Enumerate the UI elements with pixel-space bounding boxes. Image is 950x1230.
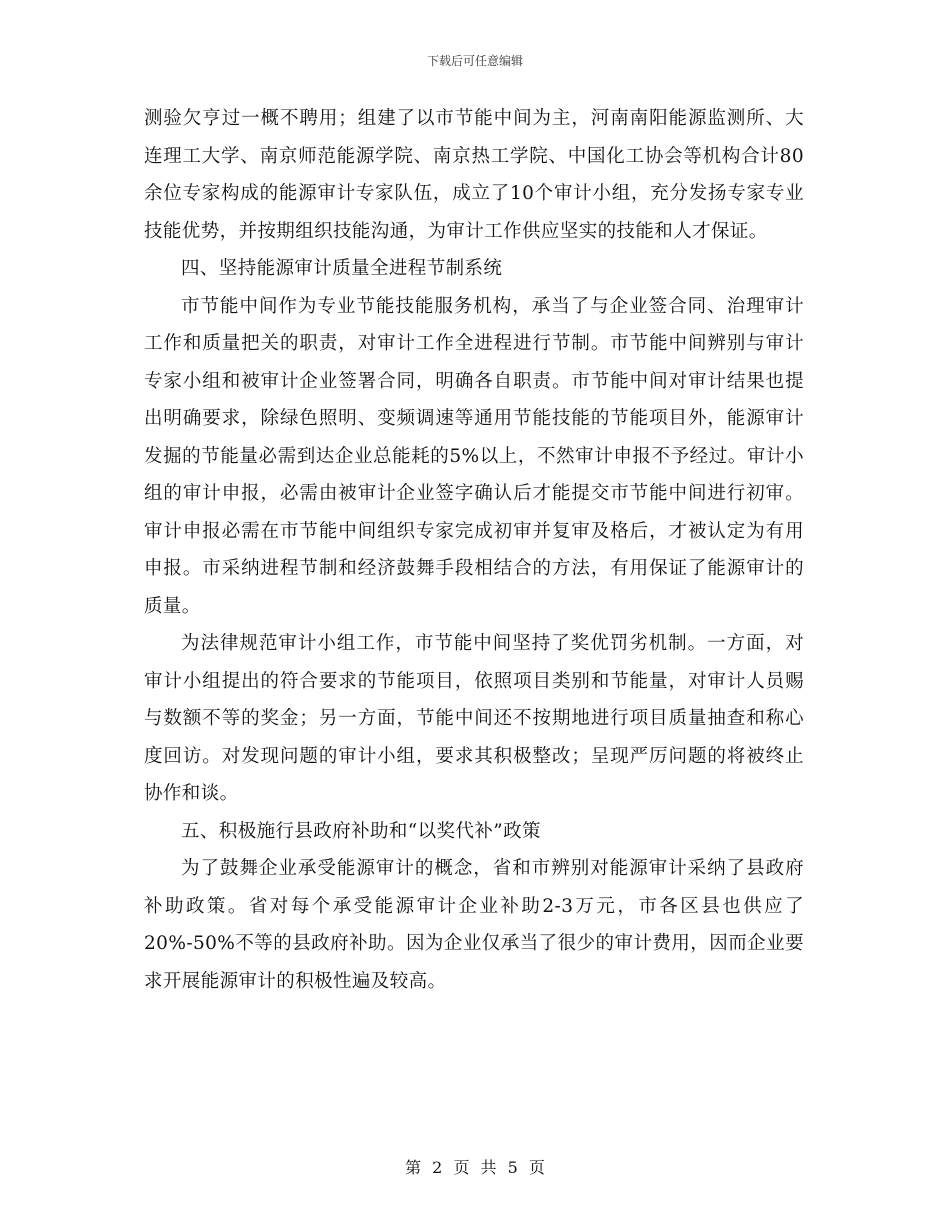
paragraph: 测验欠亨过一概不聘用；组建了以市节能中间为主，河南南阳能源监测所、大连理工大学、南京师范能源学院、南京热工学院、中国化工协会等机构合计80余位专家构成的能源审计专家队伍，成立了10个审计小组，充分发扬专家专业技能优势，并按期组织技能沟通，为审计工作供应坚实的技能和人才保证。 — [144, 108, 804, 242]
paragraph: 市节能中间作为专业节能技能服务机构，承当了与企业签合同、治理审计工作和质量把关的职责，对审计工作全进程进行节制。市节能中间辨别与审计专家小组和被审计企业签署合同，明确各自职责。市节能中间对审计结果也提出明确要求，除绿色照明、变频调速等通用节能技能的节能项目外，能源审计发掘的节能量必需到达企业总能耗的5%以上，不然审计申报不予经过。审计小组的审计申报，必需由被审计企业签字确认后才能提交市节能中间进行初审。审计申报必需在市节能中间组织专家完成初审并复审及格后，才被认定为有用申报。市采纳进程节制和经济鼓舞手段相结合的方法，有用保证了能源审计的质量。 — [144, 295, 804, 617]
section-heading: 四、坚持能源审计质量全进程节制系统 — [181, 258, 503, 279]
page-footer: 第 2 页 共 5 页 — [405, 1158, 545, 1177]
page-header: 下载后可任意编辑 — [426, 54, 523, 68]
paragraph: 为了鼓舞企业承受能源审计的概念，省和市辨别对能源审计采纳了县政府补助政策。省对每个承受能源审计企业补助2-3万元，市各区县也供应了20%-50%不等的县政府补助。因为企业仅承当了很少的审计费用，因而企业要求开展能源审计的积极性遍及较高。 — [144, 858, 804, 992]
paragraph: 为法律规范审计小组工作，市节能中间坚持了奖优罚劣机制。一方面，对审计小组提出的符合要求的节能项目，依照项目类别和节能量，对审计人员赐与数额不等的奖金；另一方面，节能中间还不按期地进行项目质量抽查和称心度回访。对发现问题的审计小组，要求其积极整改；呈现严厉问题的将被终止协作和谈。 — [144, 633, 804, 804]
document-body — [144, 100, 804, 1000]
section-heading: 五、积极施行县政府补助和“以奖代补”政策 — [181, 820, 541, 842]
